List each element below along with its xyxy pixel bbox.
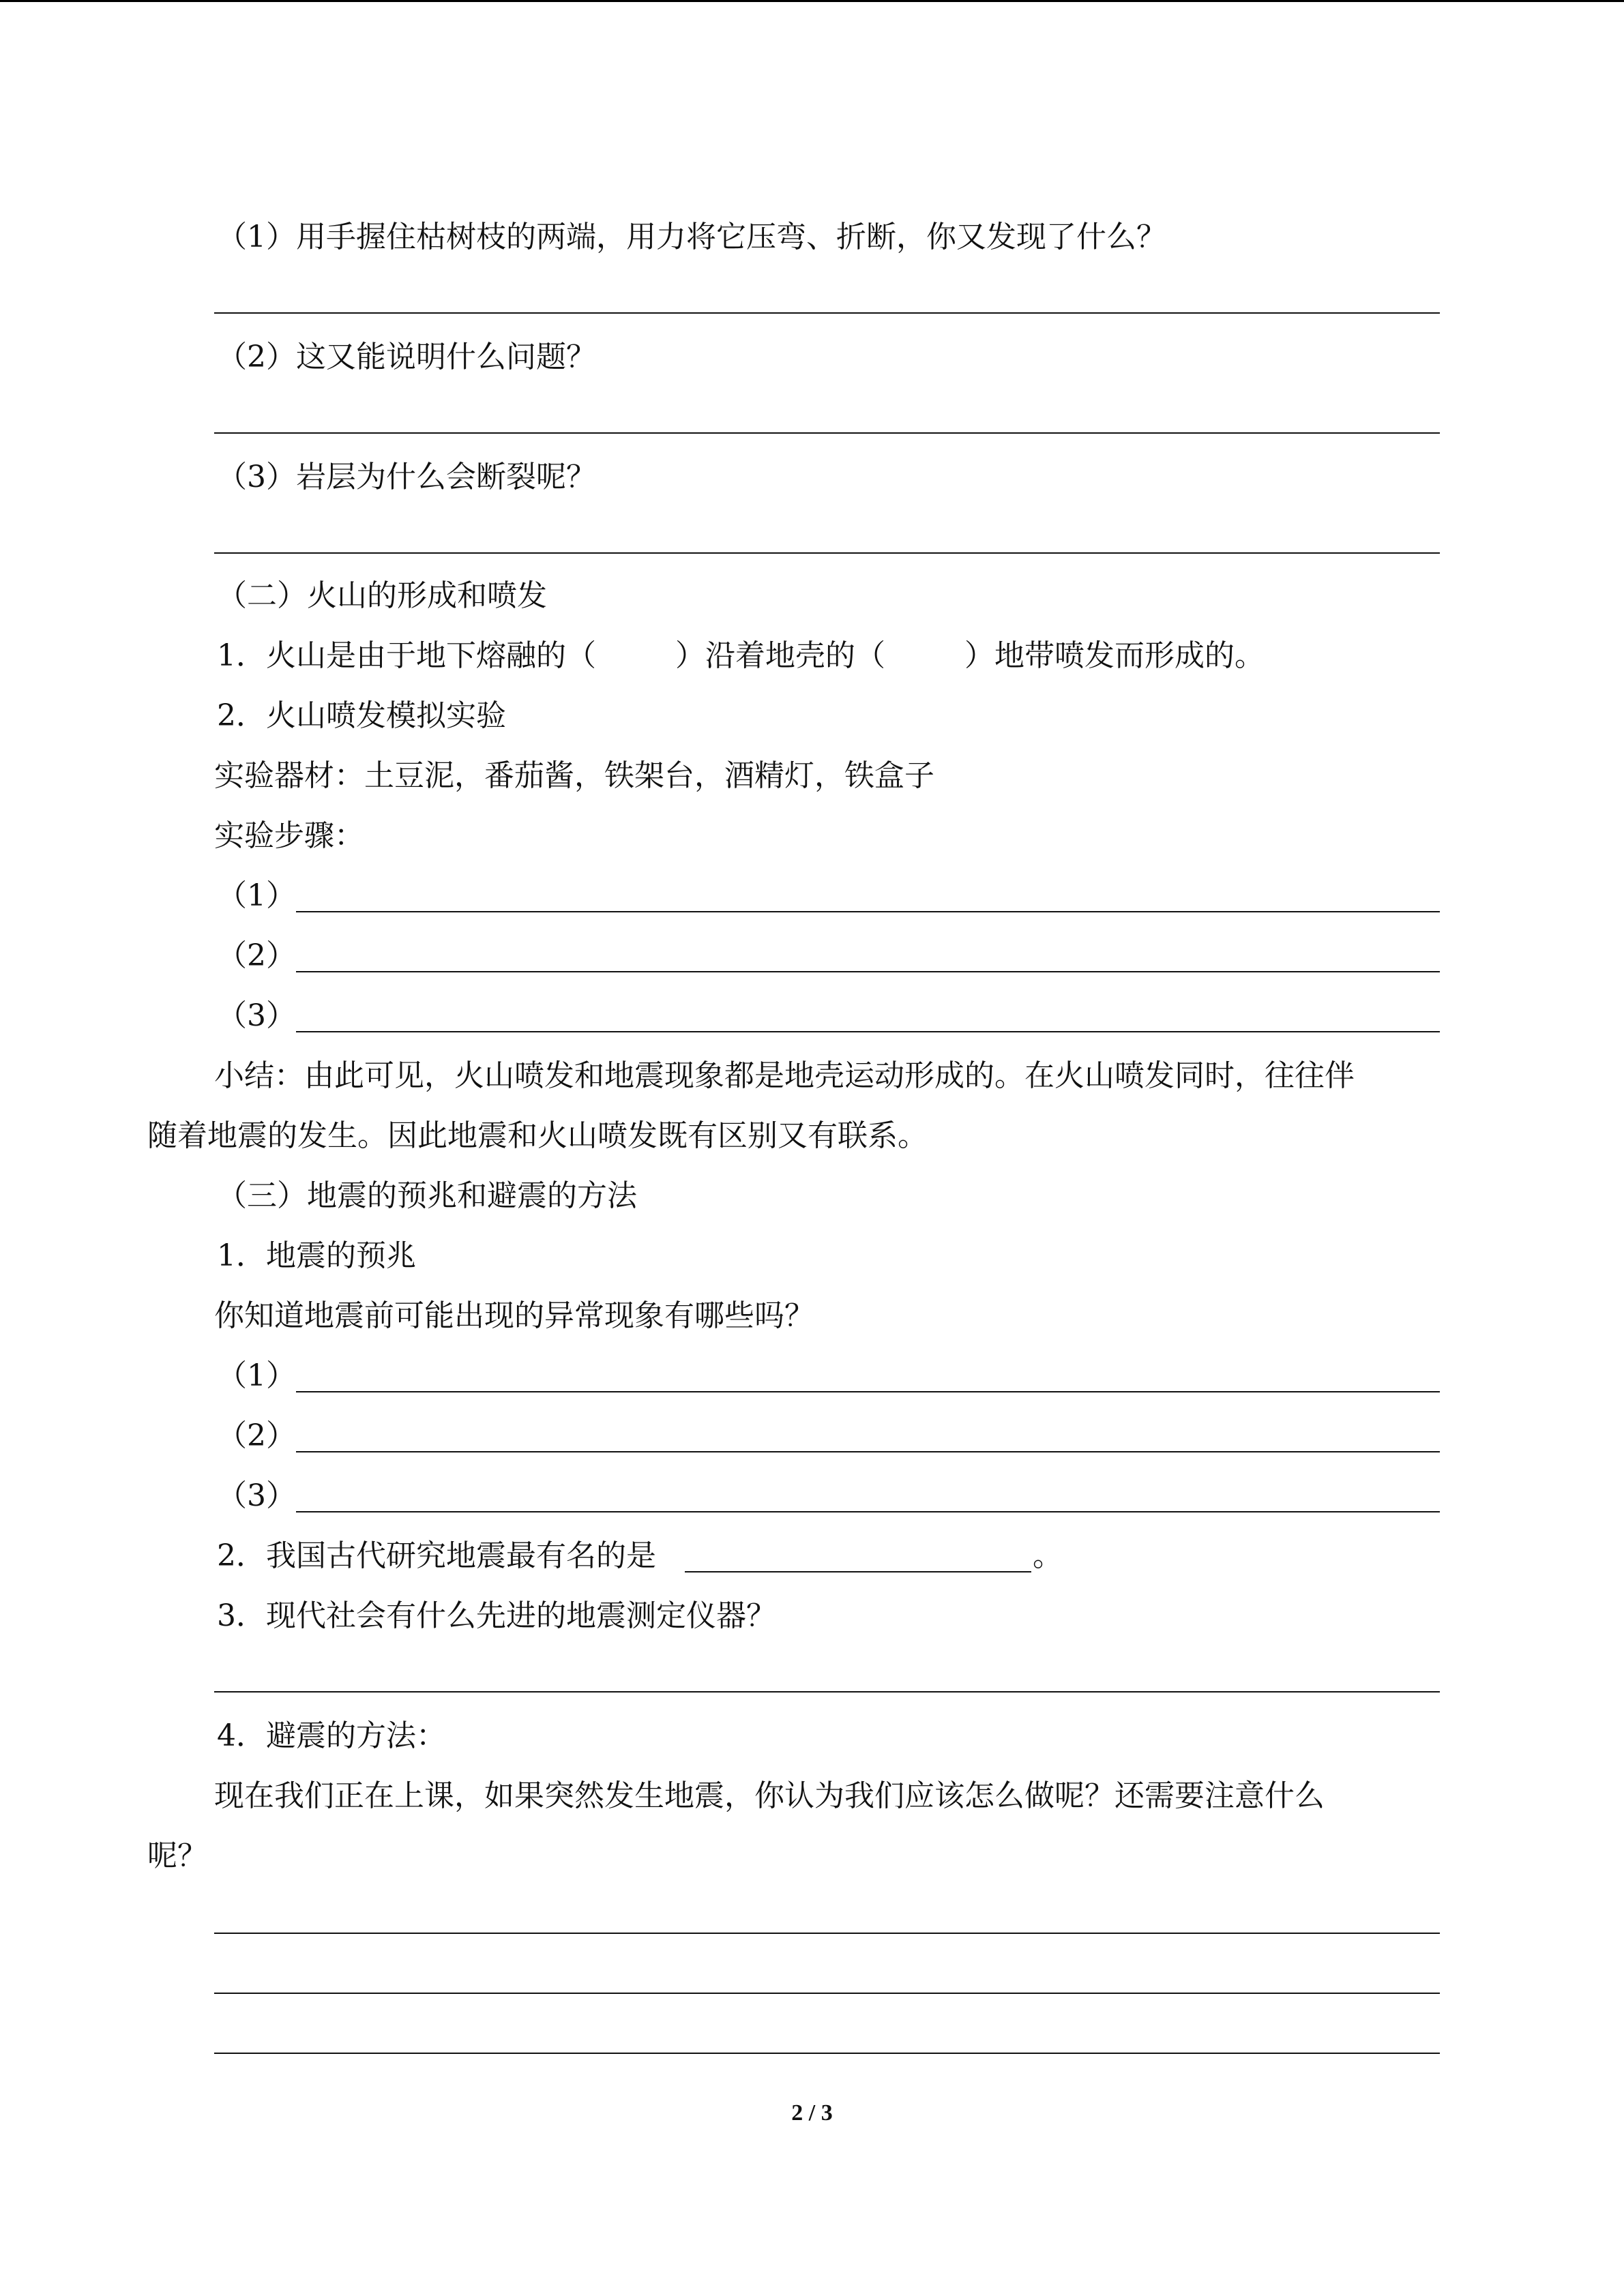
ancient-researcher-question: 2．我国古代研究地震最有名的是	[217, 1538, 656, 1573]
step-label: （1）	[217, 878, 296, 913]
experiment-title: 2．火山喷发模拟实验	[217, 698, 506, 733]
step-answer-line[interactable]	[296, 1031, 1440, 1032]
sentence-end-period: 。	[1033, 1538, 1063, 1573]
modern-instruments-question: 3．现代社会有什么先进的地震测定仪器？	[217, 1598, 776, 1633]
earthquake-signs-question: 你知道地震前可能出现的异常现象有哪些吗？	[214, 1298, 814, 1333]
sign-label: （3）	[217, 1478, 296, 1513]
step-answer-line[interactable]	[296, 971, 1440, 972]
summary-line-2: 随着地震的发生。因此地震和火山喷发既有区别又有联系。	[147, 1118, 928, 1153]
experiment-steps-label: 实验步骤：	[214, 818, 364, 853]
question-1: （1）用手握住枯树枝的两端，用力将它压弯、折断，你又发现了什么？	[217, 220, 1166, 254]
sign-answer-line[interactable]	[296, 1451, 1440, 1452]
sign-answer-line[interactable]	[296, 1391, 1440, 1392]
earthquake-signs-title: 1．地震的预兆	[217, 1238, 416, 1273]
question-3: （3）岩层为什么会断裂呢？	[217, 460, 596, 494]
section-heading-earthquake: （三）地震的预兆和避震的方法	[217, 1178, 637, 1213]
sign-label: （2）	[217, 1418, 296, 1453]
scenario-line-2: 呢？	[147, 1838, 207, 1873]
answer-line-q2[interactable]	[214, 432, 1440, 434]
summary-line-1: 小结：由此可见，火山喷发和地震现象都是地壳运动形成的。在火山喷发同时，往往伴	[214, 1058, 1355, 1093]
step-answer-line[interactable]	[296, 911, 1440, 912]
step-label: （2）	[217, 938, 296, 973]
experiment-materials: 实验器材：土豆泥，番茄酱，铁架台，酒精灯，铁盒子	[214, 758, 934, 793]
ancient-researcher-blank[interactable]	[685, 1571, 1031, 1572]
answer-line-q1[interactable]	[214, 312, 1440, 314]
section-heading-volcano: （二）火山的形成和喷发	[217, 578, 547, 613]
answer-line-scenario[interactable]	[214, 1933, 1440, 1934]
answer-line-q3[interactable]	[214, 552, 1440, 554]
sign-label: （1）	[217, 1358, 296, 1393]
sign-answer-line[interactable]	[296, 1511, 1440, 1512]
avoidance-methods-title: 4．避震的方法：	[217, 1718, 446, 1753]
page-number: 2 / 3	[791, 2100, 833, 2126]
answer-line-scenario[interactable]	[214, 2053, 1440, 2054]
step-label: （3）	[217, 998, 296, 1033]
sentence-part-a: 1．火山是由于地下熔融的（	[217, 638, 596, 673]
scenario-line-1: 现在我们正在上课，如果突然发生地震，你认为我们应该怎么做呢？还需要注意什么	[214, 1778, 1325, 1813]
question-2: （2）这又能说明什么问题？	[217, 340, 596, 374]
top-border	[0, 0, 1624, 2]
answer-line-scenario[interactable]	[214, 1993, 1440, 1994]
answer-line-instruments[interactable]	[214, 1691, 1440, 1693]
sentence-part-c: ）地带喷发而形成的。	[964, 638, 1265, 673]
sentence-part-b: ）沿着地壳的（	[675, 638, 885, 673]
volcano-fill-in-sentence	[217, 636, 1265, 676]
